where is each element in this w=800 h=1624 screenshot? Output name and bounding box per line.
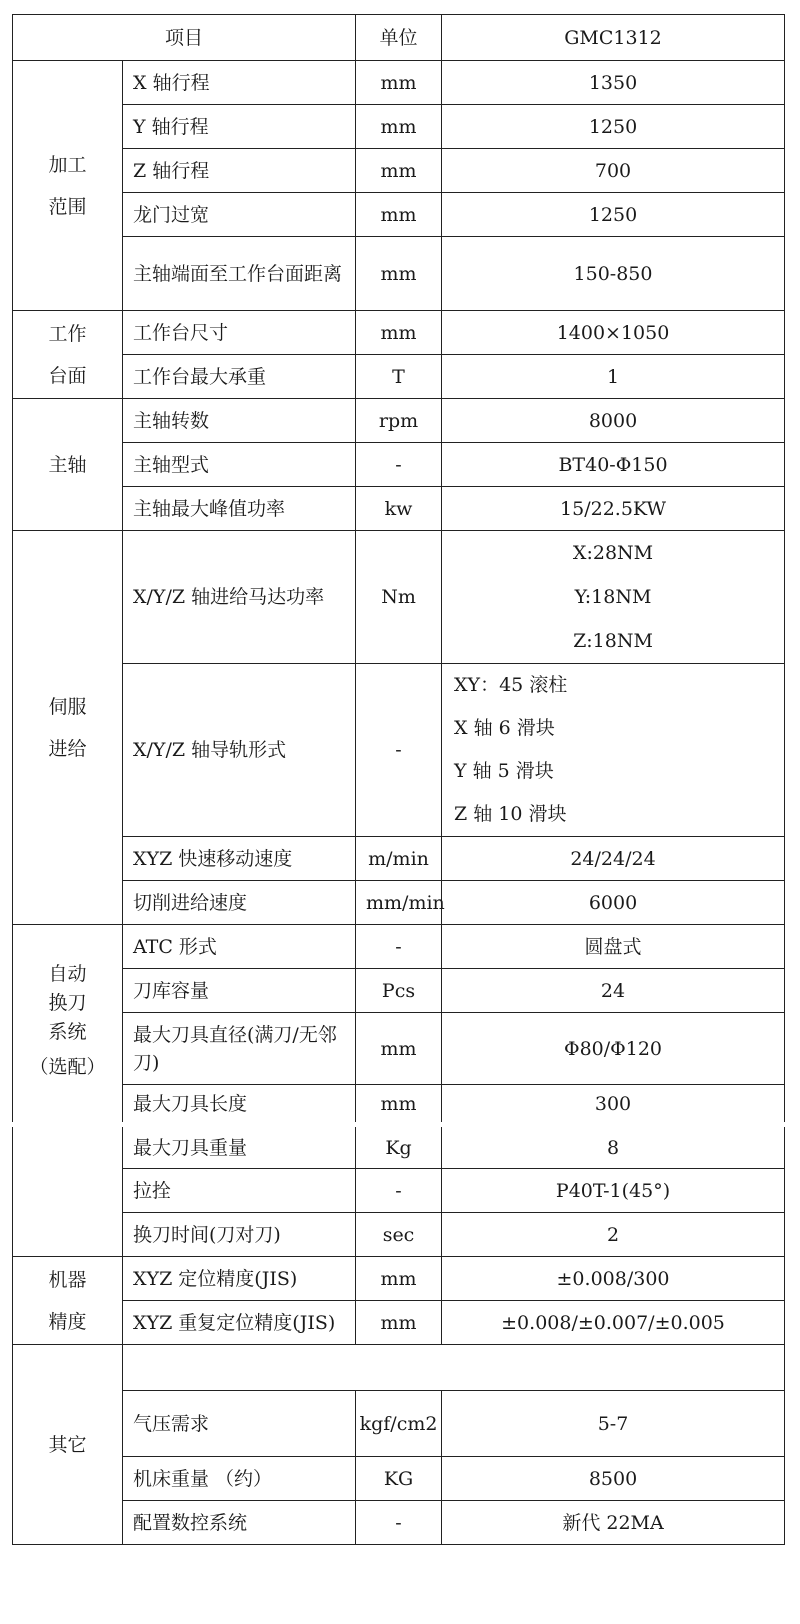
table-row (13, 1013, 785, 1085)
item-cell: 气压需求 (123, 1391, 356, 1457)
item-cell: 主轴端面至工作台面距离 (123, 237, 356, 311)
header-model: GMC1312 (442, 15, 785, 61)
unit-cell: mm (356, 311, 442, 355)
table-row (13, 355, 785, 399)
value-cell: ±0.008/300 (442, 1257, 785, 1301)
item-cell: 主轴最大峰值功率 (123, 487, 356, 531)
unit-cell: mm (356, 105, 442, 149)
table-row (13, 1257, 785, 1301)
value-cell: 1350 (442, 61, 785, 105)
item-cell: X/Y/Z 轴进给马达功率 (123, 531, 356, 664)
value-cell: 8 (442, 1125, 785, 1169)
value-cell: X:28NM Y:18NM Z:18NM (442, 531, 785, 664)
unit-cell: - (356, 925, 442, 969)
value-cell: BT40-Φ150 (442, 443, 785, 487)
value-cell: 1400×1050 (442, 311, 785, 355)
table-row (13, 237, 785, 311)
item-cell: 主轴型式 (123, 443, 356, 487)
header-unit: 单位 (356, 15, 442, 61)
table-row (13, 1345, 785, 1391)
group-label-other: 其它 (13, 1345, 123, 1545)
item-cell: 配置数控系统 (123, 1501, 356, 1545)
table-row (13, 1085, 785, 1125)
value-cell: 700 (442, 149, 785, 193)
table-row (13, 1125, 785, 1169)
value-cell: 15/22.5KW (442, 487, 785, 531)
table-row (13, 61, 785, 105)
table-row (13, 969, 785, 1013)
table-row (13, 487, 785, 531)
value-cell: 1250 (442, 193, 785, 237)
group-label-machining-range: 加工 范围 (13, 61, 123, 311)
unit-cell: - (356, 443, 442, 487)
unit-cell: kw (356, 487, 442, 531)
group-label-spindle: 主轴 (13, 399, 123, 531)
value-cell: 8500 (442, 1457, 785, 1501)
group-label-atc: 自动 换刀 系统 （选配） (13, 925, 123, 1125)
item-cell: 刀库容量 (123, 969, 356, 1013)
table-row (13, 1213, 785, 1257)
item-cell: 切削进给速度 (123, 881, 356, 925)
item-cell: 拉拴 (123, 1169, 356, 1213)
spec-table (12, 14, 785, 1545)
table-row (13, 311, 785, 355)
table-row (13, 1301, 785, 1345)
value-cell: 1 (442, 355, 785, 399)
table-row (13, 443, 785, 487)
item-cell: 工作台尺寸 (123, 311, 356, 355)
table-row (13, 1391, 785, 1457)
group-label-machine-accuracy: 机器 精度 (13, 1257, 123, 1345)
table-row (13, 1457, 785, 1501)
table-row (13, 531, 785, 664)
table-row (13, 105, 785, 149)
item-cell: ATC 形式 (123, 925, 356, 969)
unit-cell: mm (356, 149, 442, 193)
unit-cell: mm (356, 1257, 442, 1301)
value-cell: 1250 (442, 105, 785, 149)
value-cell: 24/24/24 (442, 837, 785, 881)
table-row (13, 193, 785, 237)
unit-cell: - (356, 1169, 442, 1213)
unit-cell: sec (356, 1213, 442, 1257)
header-row (13, 15, 785, 61)
item-cell: 机床重量 （约） (123, 1457, 356, 1501)
unit-cell: Kg (356, 1125, 442, 1169)
item-cell: X/Y/Z 轴导轨形式 (123, 664, 356, 837)
unit-cell: - (356, 1501, 442, 1545)
unit-cell: kgf/cm2 (356, 1391, 442, 1457)
table-row (13, 664, 785, 837)
item-cell: XYZ 重复定位精度(JIS) (123, 1301, 356, 1345)
item-cell: 工作台最大承重 (123, 355, 356, 399)
header-item: 项目 (13, 15, 356, 61)
unit-cell: Nm (356, 531, 442, 664)
value-cell: 圆盘式 (442, 925, 785, 969)
value-cell: 5-7 (442, 1391, 785, 1457)
value-cell: 300 (442, 1085, 785, 1125)
item-cell: 龙门过宽 (123, 193, 356, 237)
unit-cell: mm (356, 1013, 442, 1085)
item-cell: Y 轴行程 (123, 105, 356, 149)
unit-cell: mm (356, 1301, 442, 1345)
unit-cell: mm (356, 193, 442, 237)
table-row (13, 1501, 785, 1545)
group-label-worktable: 工作 台面 (13, 311, 123, 399)
table-row (13, 837, 785, 881)
value-cell: 8000 (442, 399, 785, 443)
item-cell: 最大刀具长度 (123, 1085, 356, 1125)
value-cell: 150-850 (442, 237, 785, 311)
item-cell: XYZ 定位精度(JIS) (123, 1257, 356, 1301)
unit-cell: rpm (356, 399, 442, 443)
unit-cell: T (356, 355, 442, 399)
item-cell: 换刀时间(刀对刀) (123, 1213, 356, 1257)
value-cell: XY：45 滚柱 X 轴 6 滑块 Y 轴 5 滑块 Z 轴 10 滑块 (442, 664, 785, 837)
unit-cell: mm (356, 1085, 442, 1125)
unit-cell: mm (356, 61, 442, 105)
table-row (13, 149, 785, 193)
group-label-servo-feed: 伺服 进给 (13, 531, 123, 925)
unit-cell: mm/min (356, 881, 442, 925)
item-cell: 主轴转数 (123, 399, 356, 443)
item-cell: Z 轴行程 (123, 149, 356, 193)
unit-cell: mm (356, 237, 442, 311)
value-cell: P40T-1(45°) (442, 1169, 785, 1213)
unit-cell: m/min (356, 837, 442, 881)
unit-cell: Pcs (356, 969, 442, 1013)
item-cell: 最大刀具重量 (123, 1125, 356, 1169)
value-cell: 6000 (442, 881, 785, 925)
item-cell: X 轴行程 (123, 61, 356, 105)
value-cell: 24 (442, 969, 785, 1013)
table-row (13, 399, 785, 443)
unit-cell: KG (356, 1457, 442, 1501)
value-cell: 2 (442, 1213, 785, 1257)
unit-cell: - (356, 664, 442, 837)
group-label-atc-continued (13, 1125, 123, 1257)
value-cell: 新代 22MA (442, 1501, 785, 1545)
table-row (13, 881, 785, 925)
table-row (13, 925, 785, 969)
empty-cell (123, 1345, 785, 1391)
table-row (13, 1169, 785, 1213)
item-cell: XYZ 快速移动速度 (123, 837, 356, 881)
value-cell: Φ80/Φ120 (442, 1013, 785, 1085)
value-cell: ±0.008/±0.007/±0.005 (442, 1301, 785, 1345)
item-cell: 最大刀具直径(满刀/无邻刀) (123, 1013, 356, 1085)
